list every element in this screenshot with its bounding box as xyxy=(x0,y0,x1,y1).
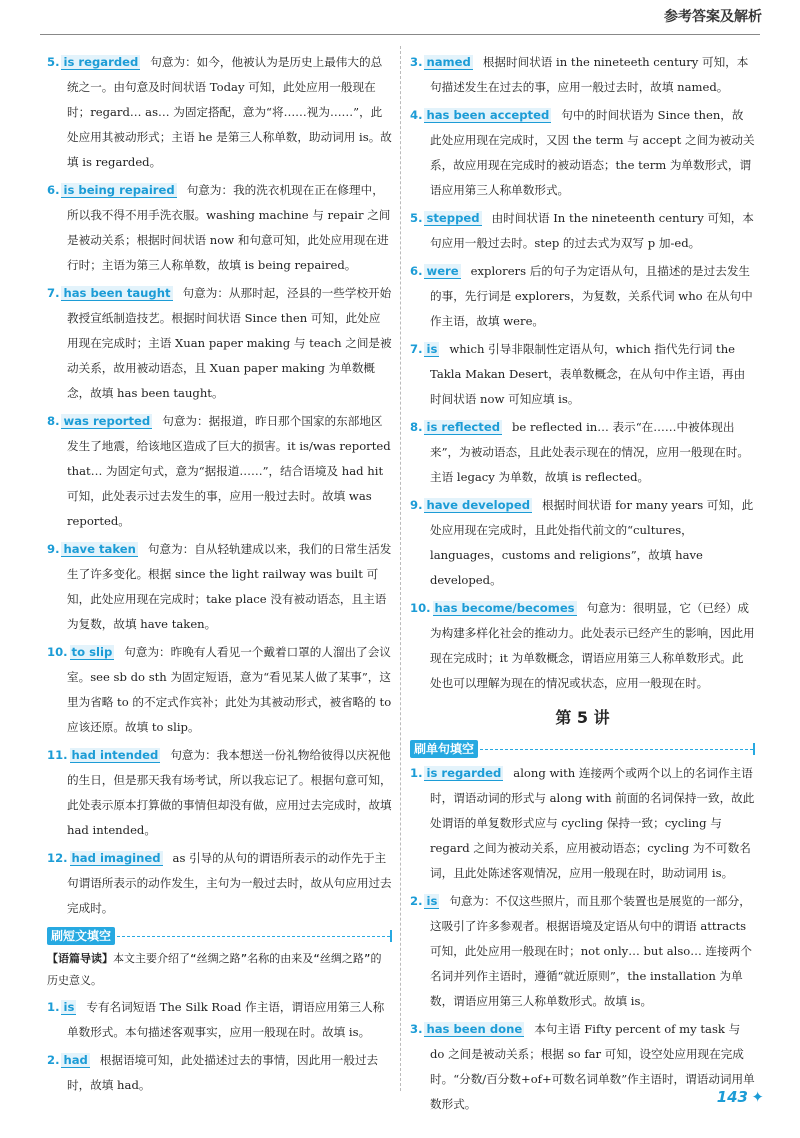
answer-entry xyxy=(410,50,755,100)
answer-entry xyxy=(410,493,755,593)
answer-entry xyxy=(47,995,392,1045)
reading-guide-text: 本文主要介绍了“丝绸之路”名称的由来及“丝绸之路”的历史意义。 xyxy=(47,952,382,987)
page-number: 143 xyxy=(716,1088,748,1106)
entry-answer: is xyxy=(63,1000,75,1014)
entry-number: 6. xyxy=(47,183,60,197)
entry-answer: named xyxy=(426,55,471,69)
entry-number: 10. xyxy=(47,645,68,659)
entry-explanation: 专有名词短语 The Silk Road 作主语，谓语应用第三人称单数形式。本句描述客观事实，应用一般现在时。故填 is。 xyxy=(67,1000,385,1039)
answer-entry xyxy=(410,761,755,886)
column-divider xyxy=(400,46,401,1091)
answer-entry xyxy=(410,206,755,256)
section-dashed-line xyxy=(480,749,753,750)
section-label: 刷单句填空 xyxy=(410,740,478,758)
entry-answer: is being repaired xyxy=(63,183,175,197)
entry-number: 10. xyxy=(410,601,431,615)
entry-answer: were xyxy=(426,264,459,278)
entry-explanation: 由时间状语 In the nineteenth century 可知，本句应用一般过去时。step 的过去式为双写 p 加-ed。 xyxy=(430,211,754,250)
entry-explanation: 句中的时间状语为 Since then，故此处应用现在完成时，又因 the term 与 accept 之间为被动关系，故应用现在完成时的被动语态；the term 为单数形式，谓语应用第三人称单数形式。 xyxy=(430,108,755,197)
entry-answer: has been done xyxy=(426,1022,523,1036)
entry-explanation: 句意为：据报道，昨日那个国家的东部地区发生了地震，给该地区造成了巨大的损害。it is/was reported that… 为固定句式，意为“据报道……”，结合语境及 had hit 可知，此处表示过去发生的事，应用一般过去时。故填 was reported。 xyxy=(67,414,391,528)
entry-explanation: 根据时间状语 for many years 可知，此处应用现在完成时，且此处指代前文的“cultures，languages，customs and religions”，故填 have developed。 xyxy=(430,498,754,587)
entry-answer: had xyxy=(63,1053,88,1067)
entry-explanation: 本句主语 Fifty percent of my task 与 do 之间是被动关系；根据 so far 可知，设空处应用现在完成时。“分数/百分数+of+可数名词单数”作主语时，谓语动词用单数形式。 xyxy=(430,1022,755,1111)
entry-explanation: 句意为：我本想送一份礼物给彼得以庆祝他的生日，但是那天我有场考试，所以我忘记了。根据句意可知，此处表示原本打算做的事情但却没有做，应用过去完成时，故填 had intended。 xyxy=(67,748,392,837)
section-label: 刷短文填空 xyxy=(47,927,115,945)
answer-entry xyxy=(47,846,392,921)
answer-entry xyxy=(47,50,392,175)
answer-entry xyxy=(47,537,392,637)
entry-number: 1. xyxy=(410,766,423,780)
answer-entry xyxy=(47,281,392,406)
entry-number: 7. xyxy=(410,342,423,356)
entry-answer: is xyxy=(426,342,438,356)
entry-answer: has become/becomes xyxy=(434,601,575,615)
entry-explanation: as 引导的从句的谓语所表示的动作先于主句谓语所表示的动作发生，主句为一般过去时，故从句应用过去完成时。 xyxy=(67,851,392,915)
answer-entry xyxy=(410,415,755,490)
header-rule xyxy=(40,34,760,35)
answer-entry xyxy=(410,889,755,1014)
entry-explanation: which 引导非限制性定语从句，which 指代先行词 the Takla Makan Desert，表单数概念，在从句中作主语，再由时间状语 now 可知应填 is。 xyxy=(430,342,746,406)
answer-entry xyxy=(410,337,755,412)
entry-answer: is xyxy=(426,894,438,908)
entry-explanation: 根据语境可知，此处描述过去的事情，因此用一般过去时，故填 had。 xyxy=(67,1053,379,1092)
section-end-mark xyxy=(753,743,755,755)
entry-number: 8. xyxy=(410,420,423,434)
right-entries-top xyxy=(410,50,755,696)
entry-explanation: 句意为：如今，他被认为是历史上最伟大的总统之一。由句意及时间状语 Today 可知，此处应用一般现在时；regard… as… 为固定搭配，意为“将……视为……”，此处应用其被动形式；主语 he 是第三人称单数，助动词用 is。故填 is regarded。 xyxy=(67,55,392,169)
right-entries-bottom xyxy=(410,761,755,1117)
entry-answer: is regarded xyxy=(63,55,139,69)
entry-answer: have developed xyxy=(426,498,531,512)
entry-explanation: 句意为：不仅这些照片，而且那个装置也是展览的一部分，这吸引了许多参观者。根据语境及定语从句中的谓语 attracts 可知，此处应用一般现在时；not only… but also… 连接两个名词并列作主语时，遵循“就近原则”，the installation 为单数，谓语应用第三人称单数形式。故填 is。 xyxy=(430,894,752,1008)
section-dashed-line xyxy=(117,936,390,937)
entry-number: 9. xyxy=(47,542,60,556)
entry-answer: to slip xyxy=(71,645,113,659)
entry-answer: has been taught xyxy=(63,286,171,300)
answer-entry xyxy=(410,596,755,696)
entry-explanation: 句意为：昨晚有人看见一个戴着口罩的人溜出了会议室。see sb do sth 为固定短语，意为“看见某人做了某事”，这里为省略 to 的不定式作宾补；此处为其被动形式，被省略的 to 应该还原。故填 to slip。 xyxy=(67,645,392,734)
section-header-sentence xyxy=(410,740,755,758)
answer-entry xyxy=(47,743,392,843)
answer-entry xyxy=(410,103,755,203)
entry-number: 2. xyxy=(410,894,423,908)
left-column xyxy=(47,50,392,1101)
entry-answer: was reported xyxy=(63,414,151,428)
entry-explanation: 句意为：自从轻轨建成以来，我们的日常生活发生了许多变化。根据 since the light railway was built 可知，此处应用现在完成时；take place 没有被动语态，且主语为复数，故填 have taken。 xyxy=(67,542,392,631)
star-icon: ✦ xyxy=(751,1088,764,1106)
entry-explanation: 句意为：从那时起，泾县的一些学校开始教授宣纸制造技艺。根据时间状语 Since then 可知，此处应用现在完成时；主语 Xuan paper making 与 teach 之间是被动关系，故用被动语态，且 Xuan paper making 为单数概念，故填 has been taught。 xyxy=(67,286,392,400)
answer-entry xyxy=(47,1048,392,1098)
reading-guide xyxy=(47,948,392,992)
entry-number: 5. xyxy=(410,211,423,225)
entry-number: 12. xyxy=(47,851,68,865)
section-header-passage xyxy=(47,927,392,945)
entry-explanation: be reflected in… 表示“在……中被体现出来”，为被动语态，且此处表示现在的情况，应用一般现在时。主语 legacy 为单数，故填 is reflected。 xyxy=(430,420,749,484)
entry-explanation: 句意为：我的洗衣机现在正在修理中，所以我不得不用手洗衣服。washing machine 与 repair 之间是被动关系；根据时间状语 now 和句意可知，此处应用现在进行时；主语为第三人称单数，故填 is being repaired。 xyxy=(67,183,391,272)
entry-answer: have taken xyxy=(63,542,136,556)
entry-number: 5. xyxy=(47,55,60,69)
entry-answer: had intended xyxy=(71,748,159,762)
entry-answer: stepped xyxy=(426,211,480,225)
entry-number: 1. xyxy=(47,1000,60,1014)
entry-explanation: explorers 后的句子为定语从句，且描述的是过去发生的事，先行词是 explorers，为复数，关系代词 who 在从句中作主语，故填 were。 xyxy=(430,264,753,328)
entry-number: 7. xyxy=(47,286,60,300)
entry-number: 6. xyxy=(410,264,423,278)
entry-number: 11. xyxy=(47,748,68,762)
entry-number: 8. xyxy=(47,414,60,428)
left-entries-bottom xyxy=(47,995,392,1098)
answer-entry xyxy=(47,178,392,278)
entry-explanation: along with 连接两个或两个以上的名词作主语时，谓语动词的形式与 along with 前面的名词保持一致，故此处谓语的单复数形式应与 cycling 保持一致；cycling 与 regard 之间为被动关系，应用被动语态；cycling 为不可数名词，且此处陈述客观情况，应用一般现在时，助动词用 is。 xyxy=(430,766,755,880)
entry-answer: is regarded xyxy=(426,766,502,780)
section-end-mark xyxy=(390,930,392,942)
entry-number: 9. xyxy=(410,498,423,512)
entry-number: 3. xyxy=(410,55,423,69)
entry-answer: had imagined xyxy=(71,851,161,865)
page-header-title: 参考答案及解析 xyxy=(664,9,762,25)
reading-guide-label: 【语篇导读】 xyxy=(47,952,113,965)
entry-explanation: 句意为：很明显，它（已经）成为构建多样化社会的推动力。此处表示已经产生的影响，因此用现在完成时；it 为单数概念，谓语应用第三人称单数形式。此处也可以理解为现在的情况或状态，应用一般现在时。 xyxy=(430,601,755,690)
entry-answer: has been accepted xyxy=(426,108,550,122)
entry-number: 4. xyxy=(410,108,423,122)
answer-entry xyxy=(47,409,392,534)
answer-entry xyxy=(410,1017,755,1117)
answer-entry xyxy=(410,259,755,334)
lecture-title: 第 5 讲 xyxy=(555,708,610,727)
left-entries-top xyxy=(47,50,392,921)
answer-entry xyxy=(47,640,392,740)
entry-explanation: 根据时间状语 in the nineteeth century 可知，本句描述发生在过去的事，应用一般过去时，故填 named。 xyxy=(430,55,749,94)
entry-answer: is reflected xyxy=(426,420,501,434)
right-column xyxy=(410,50,755,1120)
entry-number: 3. xyxy=(410,1022,423,1036)
entry-number: 2. xyxy=(47,1053,60,1067)
